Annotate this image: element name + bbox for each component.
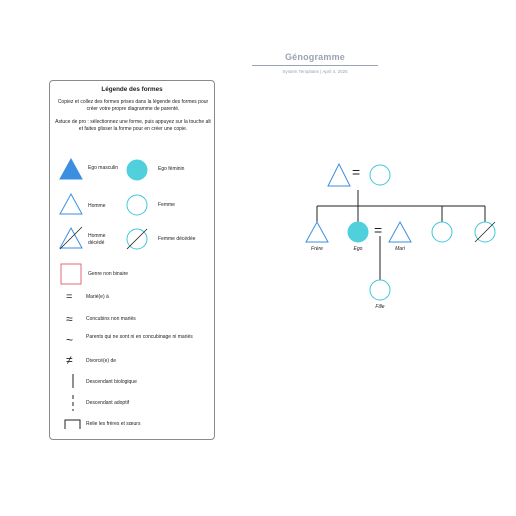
legend-intro-text: Copiez et collez des formes prises dans la légende des formes pour créer votre propre diagramme de parenté. (57, 99, 209, 112)
non-binary-square-icon[interactable] (60, 263, 82, 285)
brother-triangle-icon[interactable] (305, 220, 329, 244)
legend-label-siblings: Relie les frères et sœurs (86, 421, 141, 427)
ego-female-circle-icon[interactable] (347, 221, 371, 245)
deceased-male-triangle-icon[interactable] (58, 226, 84, 250)
legend-label-unmarried-parents: Parents qui ne sont ni en concubinage ni mariés (86, 334, 193, 340)
ego-female-circle-icon[interactable] (125, 158, 149, 182)
married-symbol-icon[interactable]: = (66, 291, 73, 303)
genogram-diagram (300, 160, 500, 320)
legend-label-married: Marié(e) à (86, 294, 109, 300)
page-subtitle: System Templates | April 4, 2025 (282, 69, 348, 74)
legend-label-cohabiting: Concubins non mariés (86, 316, 136, 322)
legend-label-male: Homme (88, 203, 106, 209)
deceased-female-circle-icon[interactable] (125, 227, 149, 251)
legend-label-ego-male: Ego masculin (88, 165, 119, 171)
father-triangle-icon[interactable] (327, 162, 351, 188)
document-header (252, 52, 378, 74)
legend-label-female-deceased: Femme décédée (158, 236, 196, 242)
daughter-circle-icon[interactable] (369, 279, 393, 303)
unmarried-parents-symbol-icon[interactable]: ~ (66, 333, 74, 347)
shape-legend-panel[interactable] (49, 80, 215, 440)
deceased-sister-circle-icon[interactable] (474, 221, 498, 245)
legend-label-adopted-descendant: Descendant adoptif (86, 400, 130, 406)
ego-label: Ego (353, 246, 363, 252)
adopted-descendant-dashed-line-icon[interactable] (70, 394, 76, 412)
legend-label-bio-descendant: Descendant biologique (86, 379, 137, 385)
daughter-label: Fille (375, 304, 385, 310)
divorced-symbol-icon[interactable]: ≠ (66, 353, 73, 367)
legend-label-divorced: Divorcé(e) de (86, 358, 117, 364)
legend-label-male-deceased: Homme décédé (88, 233, 106, 246)
biological-descendant-line-icon[interactable] (70, 373, 76, 389)
legend-label-female: Femme (158, 202, 175, 208)
legend-label-ego-female: Ego féminin (158, 166, 185, 172)
female-circle-icon[interactable] (125, 193, 149, 217)
mother-circle-icon[interactable] (369, 164, 393, 188)
parents-marriage-symbol: = (352, 164, 361, 180)
ego-marriage-symbol: = (374, 222, 383, 238)
ego-male-triangle-icon[interactable] (58, 157, 84, 181)
brother-label: Frère (311, 246, 323, 252)
husband-label: Mari (395, 246, 405, 252)
page-title: Génogramme (284, 52, 346, 62)
male-triangle-icon[interactable] (58, 192, 84, 216)
cohabiting-symbol-icon[interactable]: ≈ (66, 312, 73, 326)
husband-triangle-icon[interactable] (388, 220, 412, 244)
legend-title: Légende des formes (101, 86, 163, 93)
legend-label-non-binary: Genre non binaire (88, 271, 129, 277)
legend-tip-text: Astuce de pro : sélectionnez une forme, puis appuyez sur la touche alt et faites glisser la forme pour en créer une copie. (55, 119, 211, 132)
sister-circle-icon[interactable] (431, 221, 455, 245)
sibling-connector-icon[interactable] (64, 418, 82, 430)
title-divider (252, 65, 378, 66)
